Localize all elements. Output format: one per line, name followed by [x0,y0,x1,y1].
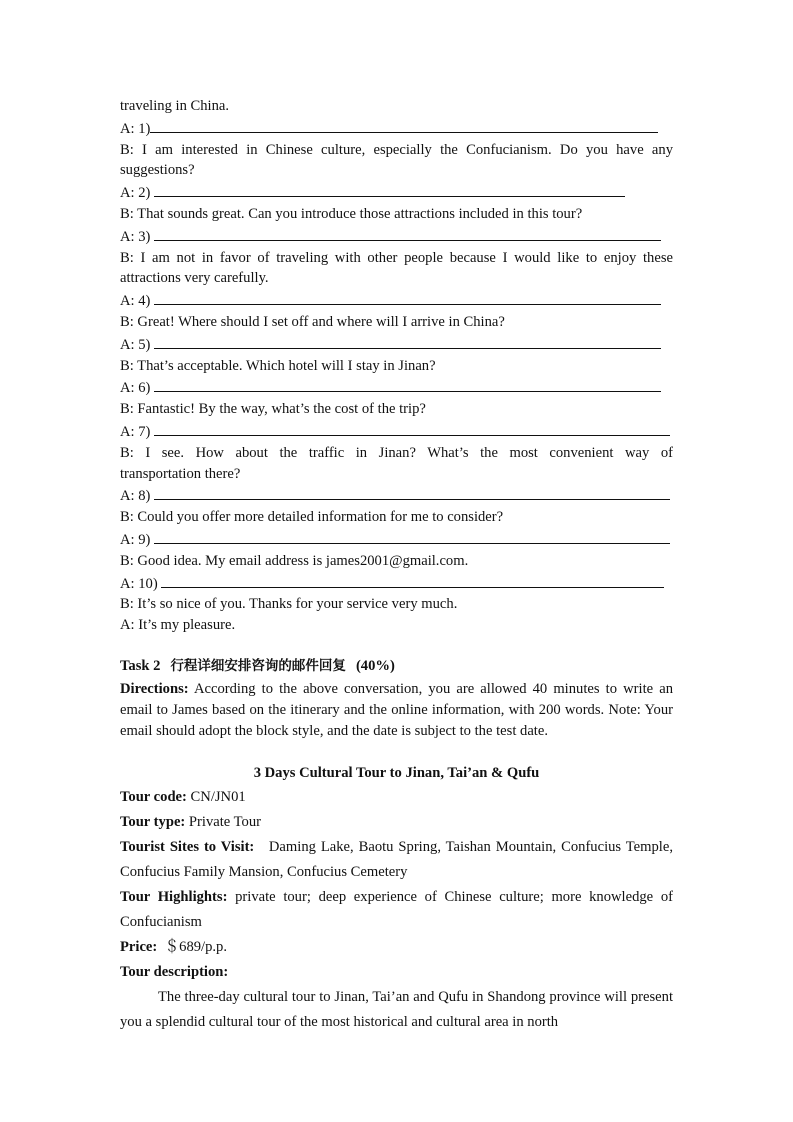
dialogue-line [120,594,673,615]
dialogue-line [120,225,673,248]
dialogue-text: A: 10) [120,575,162,592]
dialogue-text: A: 4) [120,293,155,310]
answer-blank-field[interactable] [154,333,661,349]
dialogue-text: transportation there? [120,465,241,482]
dialogue-text: attractions very carefully. [120,270,269,287]
dialogue-line [120,443,673,464]
dialogue-section [120,96,673,636]
dialogue-line [120,464,673,485]
dialogue-text: B: That sounds great. Can you introduce those attractions included in this tour? [120,205,583,222]
tour-type [120,810,673,835]
dialogue-text: A: 7) [120,423,155,440]
dialogue-line [120,615,673,636]
dialogue-text: B: I see. How about the traffic in Jinan? What’s the most convenient way of [120,444,673,461]
directions-label: Directions: [120,680,189,697]
dialogue-text: B: Great! Where should I set off and where will I arrive in China? [120,313,505,330]
dialogue-line [120,289,673,312]
dialogue-line [120,551,673,572]
dialogue-line [120,507,673,528]
tour-highlights-value: private tour; deep experience of Chinese culture; more knowledge of Confucianism [120,889,673,931]
dialogue-line [120,96,673,117]
dialogue-line [120,117,673,140]
dialogue-text: A: 3) [120,228,155,245]
task2-heading [120,655,673,677]
dialogue-text: B: I am interested in Chinese culture, especially the Confucianism. Do you have any [120,141,673,158]
answer-blank-field[interactable] [154,289,661,305]
dialogue-line [120,204,673,225]
answer-blank-field[interactable] [161,572,664,588]
tour-desc-label: Tour description: [120,964,229,981]
dialogue-text: traveling in China. [120,98,230,114]
answer-blank-field[interactable] [154,484,670,500]
task2-title-cn: 行程详细安排咨询的邮件回复 [170,657,346,674]
tour-highlights-label: Tour Highlights: [120,889,228,906]
dialogue-text: B: Good idea. My email address is james2001@gmail.com. [120,552,469,569]
tour-description-heading [120,960,673,985]
answer-blank-field[interactable] [150,117,658,133]
dialogue-text: suggestions? [120,162,195,179]
directions-text: According to the above conversation, you are allowed 40 minutes to write an email to James based on the itinerary and the online information, with 200 words. Note: Your email should adopt the block style, and the date is subject to the test date. [120,680,673,739]
dialogue-text: B: I am not in favor of traveling with other people because I would like to enjoy these [120,249,673,266]
dialogue-text: A: 2) [120,185,155,202]
dialogue-text: B: Could you offer more detailed information for me to consider? [120,509,504,526]
tour-price-value: ＄689/p.p. [157,939,227,956]
dialogue-text: A: 8) [120,488,155,505]
tour-price [120,935,673,960]
dialogue-text: A: 9) [120,531,155,548]
dialogue-line [120,333,673,356]
answer-blank-field[interactable] [154,181,625,197]
dialogue-text: A: 6) [120,380,155,397]
dialogue-line [120,376,673,399]
tour-sites-value: Daming Lake, Baotu Spring, Taishan Mountain, Confucius Temple, Confucius Family Mansion, Confucius Cemetery [120,839,673,881]
task2-label: Task 2 [120,657,161,674]
tour-code [120,785,673,810]
tour-type-value: Private Tour [185,814,262,831]
tour-sites [120,835,673,885]
dialogue-line [120,312,673,333]
dialogue-line [120,268,673,289]
tour-code-label: Tour code: [120,789,187,806]
answer-blank-field[interactable] [154,420,670,436]
dialogue-line [120,356,673,377]
tour-title: 3 Days Cultural Tour to Jinan, Tai’an & Qufu [253,765,540,782]
dialogue-text: B: Fantastic! By the way, what’s the cost of the trip? [120,401,426,418]
dialogue-line [120,572,673,595]
dialogue-line [120,420,673,443]
tour-code-value: CN/JN01 [186,789,246,806]
task2-directions [120,679,673,741]
dialogue-text: B: It’s so nice of you. Thanks for your service very much. [120,596,458,613]
answer-blank-field[interactable] [154,225,661,241]
tour-description-text: The three-day cultural tour to Jinan, Tai’an and Qufu in Shandong province will present you a splendid cultural tour of the most historical and cultural area in north [120,989,673,1031]
answer-blank-field[interactable] [154,376,661,392]
dialogue-text: A: 1) [120,120,151,137]
tour-price-label: Price: [120,939,158,956]
dialogue-line [120,160,673,181]
tour-sites-label: Tourist Sites to Visit: [120,839,255,856]
dialogue-line [120,484,673,507]
dialogue-text: A: It’s my pleasure. [120,617,236,634]
task2-percent: (40%) [355,657,395,674]
document-page [120,96,673,1035]
dialogue-text: A: 5) [120,336,155,353]
tour-highlights [120,885,673,935]
dialogue-line [120,399,673,420]
tour-type-label: Tour type: [120,814,186,831]
dialogue-line [120,528,673,551]
dialogue-line [120,181,673,204]
dialogue-line [120,140,673,161]
answer-blank-field[interactable] [154,528,670,544]
dialogue-line [120,248,673,269]
dialogue-text: B: That’s acceptable. Which hotel will I stay in Jinan? [120,357,436,374]
